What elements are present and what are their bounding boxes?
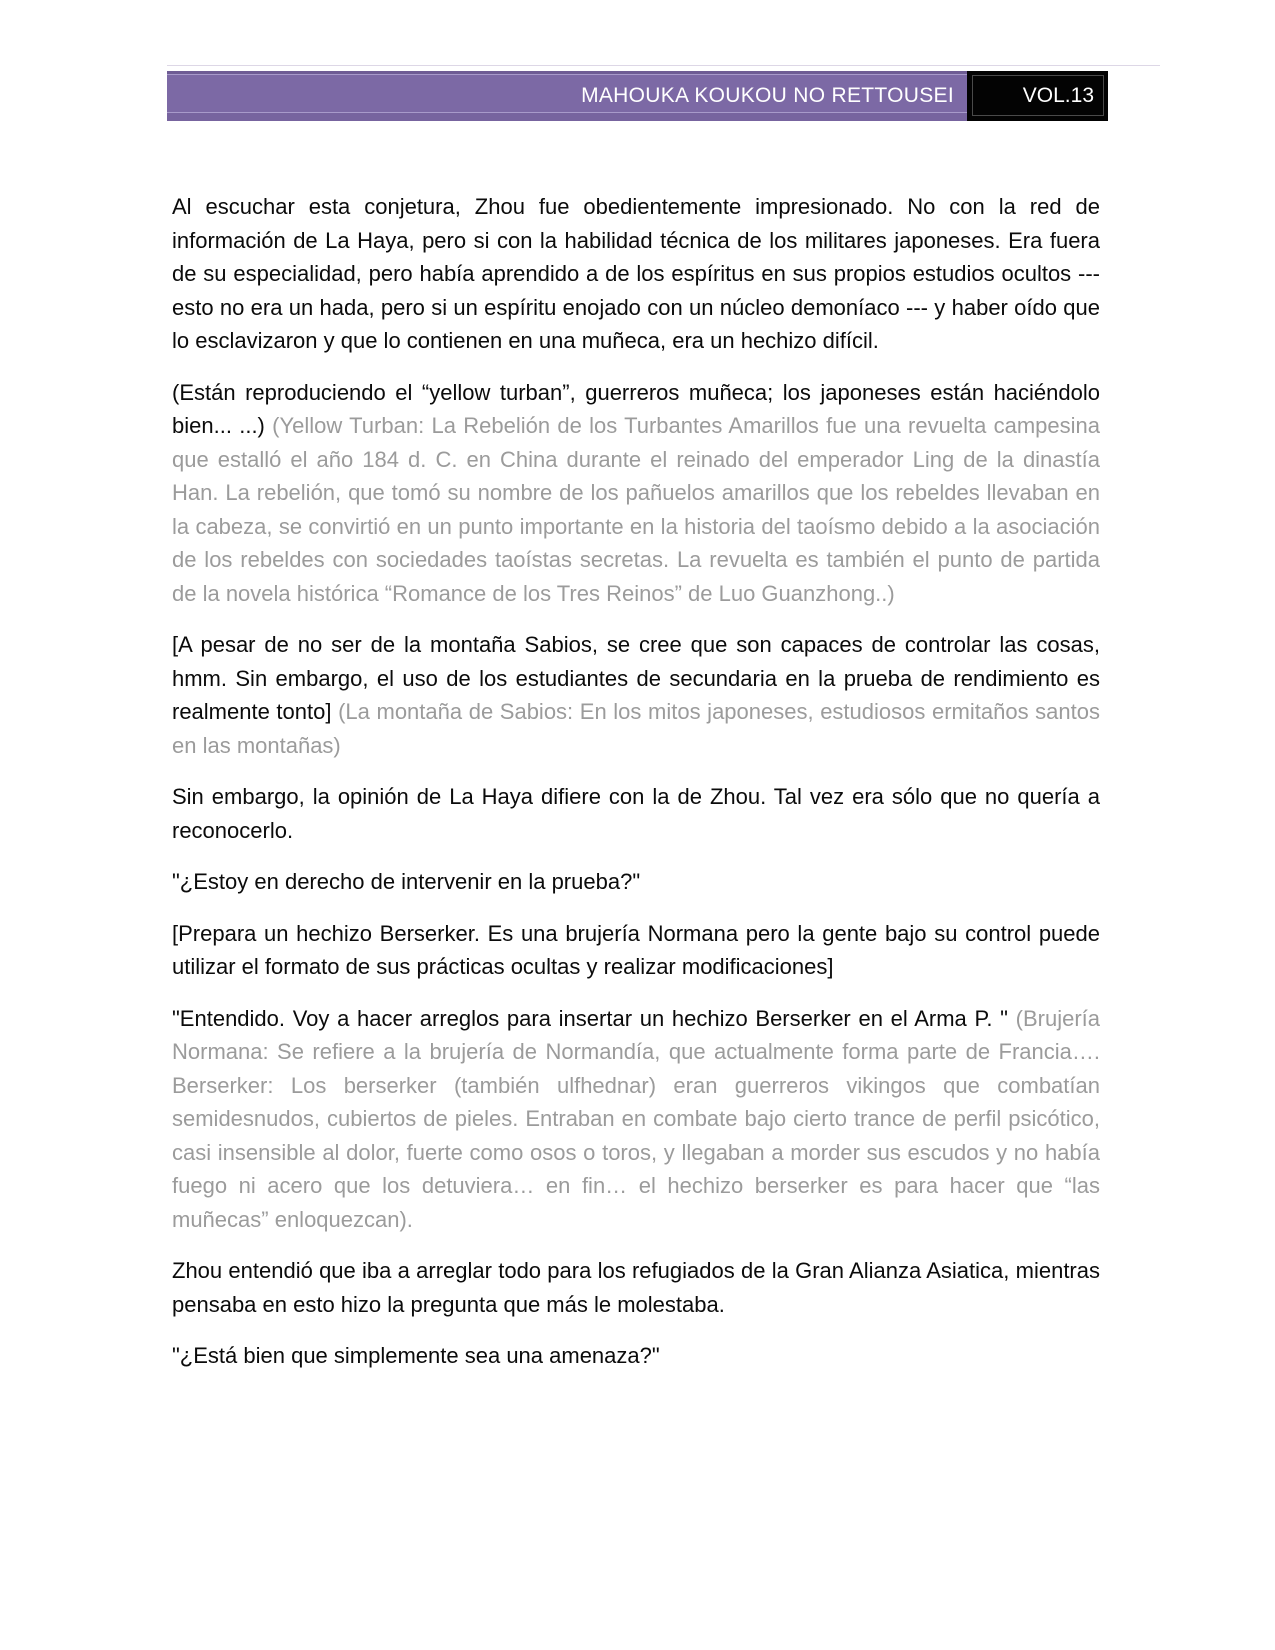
paragraph-3-text: [A pesar de no ser de la montaña Sabios, se cree que son capaces de controlar las cosas, hmm. Sin embargo, el uso de los estudiantes de secundaria en la prueba de rendimiento es realmente tonto] (172, 632, 1100, 724)
paragraph-8-text: Zhou entendió que iba a arreglar todo para los refugiados de la Gran Alianza Asiatica, mientras pensaba en esto hizo la pregunta que más le molestaba. (172, 1258, 1100, 1317)
paragraph-3 (172, 628, 1100, 762)
paragraph-4 (172, 780, 1100, 847)
paragraph-2-translator-note: (Yellow Turban: La Rebelión de los Turbantes Amarillos fue una revuelta campesina que estalló el año 184 d. C. en China durante el reinado del emperador Ling de la dinastía Han. La rebelión, que tomó su nombre de los pañuelos amarillos que los rebeldes llevaban en la cabeza, se convirtió en un punto importante en la historia del taoísmo debido a la asociación de los rebeldes con sociedades taoístas secretas. La revuelta es también el punto de partida de la novela histórica “Romance de los Tres Reinos” de Luo Guanzhong..) (172, 413, 1100, 606)
paragraph-6-text: [Prepara un hechizo Berserker. Es una brujería Normana pero la gente bajo su control puede utilizar el formato de sus prácticas ocultas y realizar modificaciones] (172, 920, 1100, 979)
paragraph-8 (172, 1254, 1100, 1321)
paragraph-5-dialogue (172, 865, 1100, 899)
paragraph-7 (172, 1002, 1100, 1237)
paragraph-1-text: Al escuchar esta conjetura, Zhou fue obedientemente impresionado. No con la red de información de La Haya, pero si con la habilidad técnica de los militares japoneses. Era fuera de su especialidad, pero había aprendido a de los espíritus en sus propios estudios ocultos --- esto no era un hada, pero si un espíritu enojado con un núcleo demoníaco --- y haber oído que lo esclavizaron y que lo contienen en una muñeca, era un hechizo difícil. (172, 194, 1100, 353)
paragraph-9-text: "¿Está bien que simplemente sea una amenaza?" (172, 1343, 660, 1368)
paragraph-3-translator-note: (La montaña de Sabios: En los mitos japoneses, estudiosos ermitaños santos en las montañas) (172, 699, 1100, 758)
paragraph-2 (172, 376, 1100, 611)
header-top-rule (167, 65, 1160, 66)
header-volume-box-inner-border (972, 75, 1104, 116)
paragraph-5-text: "¿Estoy en derecho de intervenir en la prueba?" (172, 869, 641, 894)
paragraph-7-text: "Entendido. Voy a hacer arreglos para insertar un hechizo Berserker en el Arma P. " (172, 1005, 1016, 1031)
paragraph-9-dialogue (172, 1339, 1100, 1373)
paragraph-1 (172, 190, 1100, 358)
page-header (167, 71, 1108, 121)
paragraph-6 (172, 917, 1100, 984)
document-body (172, 190, 1100, 1391)
volume-label: VOL.13 (1022, 83, 1094, 107)
paragraph-7-translator-note: (Brujería Normana: Se refiere a la brujería de Normandía, que actualmente forma parte de Francia…. Berserker: Los berserker (también ulfhednar) eran guerreros vikingos que combatían semidesnudos, cubiertos de pieles. Entraban en combate bajo cierto trance de perfil psicótico, casi insensible al dolor, fuerte como osos o toros, y llegaban a morder sus escudos y no había fuego ni acero que los detuviera… en fin… el hechizo berserker es para hacer que “las muñecas” enloquezcan). (172, 1005, 1100, 1232)
paragraph-4-text: Sin embargo, la opinión de La Haya difiere con la de Zhou. Tal vez era sólo que no quería a reconocerlo. (172, 784, 1100, 843)
document-title: MAHOUKA KOUKOU NO RETTOUSEI (581, 84, 954, 107)
header-volume-box (967, 71, 1108, 121)
paragraph-2-text: (Están reproduciendo el “yellow turban”, guerreros muñeca; los japoneses están haciéndolo bien... ...) (172, 379, 1100, 438)
header-title-bar (167, 71, 967, 121)
